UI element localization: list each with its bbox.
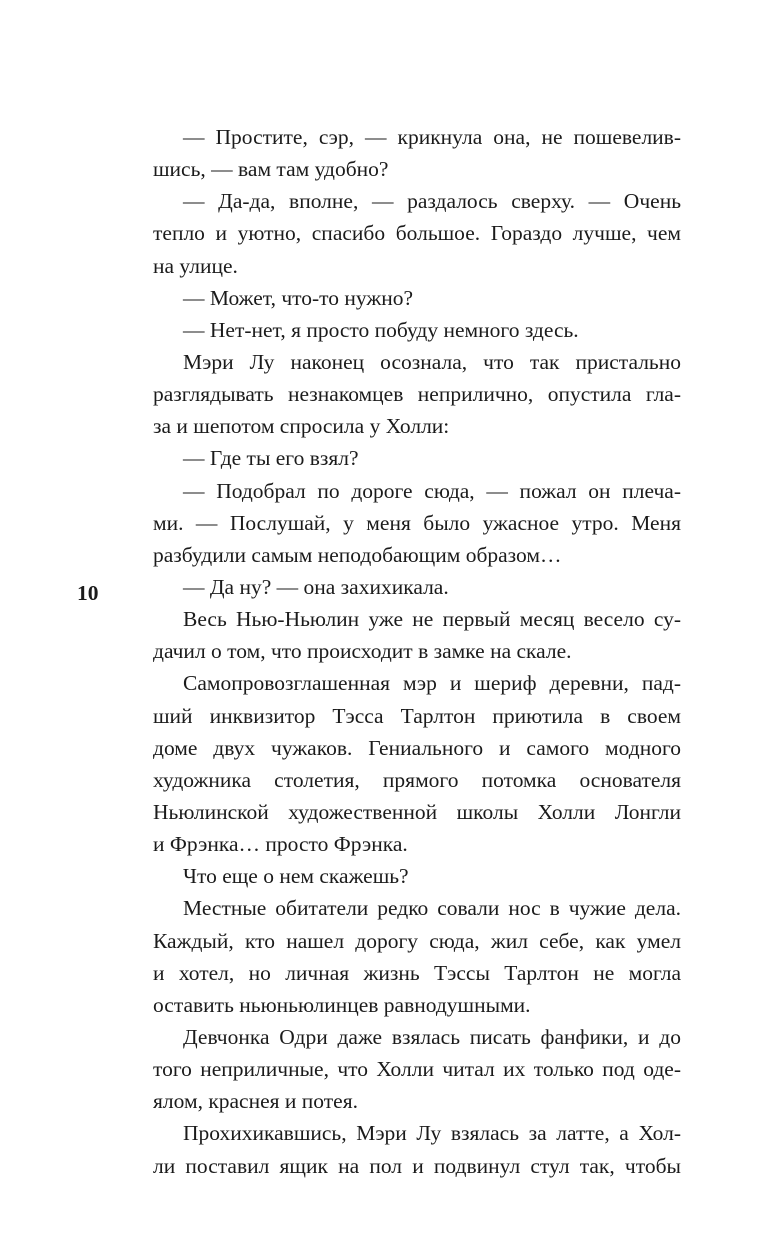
text-line: ми. — Послушай, у меня было ужасное утро. Меня xyxy=(153,510,681,535)
page-number: 10 xyxy=(77,581,99,605)
text-line: и хотел, но личная жизнь Тэссы Тарлтон не могла xyxy=(153,960,681,985)
text-line: Каждый, кто нашел дорогу сюда, жил себе, как умел xyxy=(153,928,681,953)
text-line: — Где ты его взял? xyxy=(183,446,359,471)
text-line: дачил о том, что происходит в замке на скале. xyxy=(153,639,572,664)
text-line: Прохихикавшись, Мэри Лу взялась за латте, а Хол- xyxy=(183,1121,681,1146)
text-line: Что еще о нем скажешь? xyxy=(183,864,409,889)
body-text xyxy=(153,121,681,1182)
text-line: того неприличные, что Холли читал их только под оде- xyxy=(153,1057,681,1082)
text-line: тепло и уютно, спасибо большое. Гораздо лучше, чем xyxy=(153,221,681,246)
text-line: разбудили самым неподобающим образом… xyxy=(153,542,562,567)
text-line: доме двух чужаков. Гениального и самого модного xyxy=(153,735,681,760)
text-line: разглядывать незнакомцев неприлично, опустила гла- xyxy=(153,382,681,407)
text-line: Самопровозглашенная мэр и шериф деревни, пад- xyxy=(183,671,681,696)
text-line: ший инквизитор Тэсса Тарлтон приютила в своем xyxy=(153,703,681,728)
text-line: художника столетия, прямого потомка основателя xyxy=(153,767,681,792)
text-line: на улице. xyxy=(153,253,238,278)
text-line: Мэри Лу наконец осознала, что так пристально xyxy=(183,349,681,374)
text-line: ли поставил ящик на пол и подвинул стул так, чтобы xyxy=(153,1153,681,1178)
text-line: оставить ньюньюлинцев равнодушными. xyxy=(153,992,531,1017)
text-line: за и шепотом спросила у Холли: xyxy=(153,414,450,439)
text-line: Местные обитатели редко совали нос в чужие дела. xyxy=(183,896,681,921)
text-line: — Нет-нет, я просто побуду немного здесь. xyxy=(183,317,579,342)
text-line: — Да ну? — она захихикала. xyxy=(183,574,449,599)
text-line: Весь Нью-Ньюлин уже не первый месяц весело су- xyxy=(183,607,681,632)
text-line: — Подобрал по дороге сюда, — пожал он плеча- xyxy=(183,478,681,503)
text-line: Ньюлинской художественной школы Холли Лонгли xyxy=(153,799,681,824)
text-line: ялом, краснея и потея. xyxy=(153,1089,358,1114)
text-line: и Фрэнка… просто Фрэнка. xyxy=(153,832,408,857)
text-line: шись, — вам там удобно? xyxy=(153,157,389,182)
text-line: Девчонка Одри даже взялась писать фанфики, и до xyxy=(183,1024,681,1049)
text-line: — Да-да, вполне, — раздалось сверху. — Очень xyxy=(183,189,681,214)
text-line: — Простите, сэр, — крикнула она, не пошевелив- xyxy=(183,125,681,149)
text-line: — Может, что-то нужно? xyxy=(183,285,414,310)
